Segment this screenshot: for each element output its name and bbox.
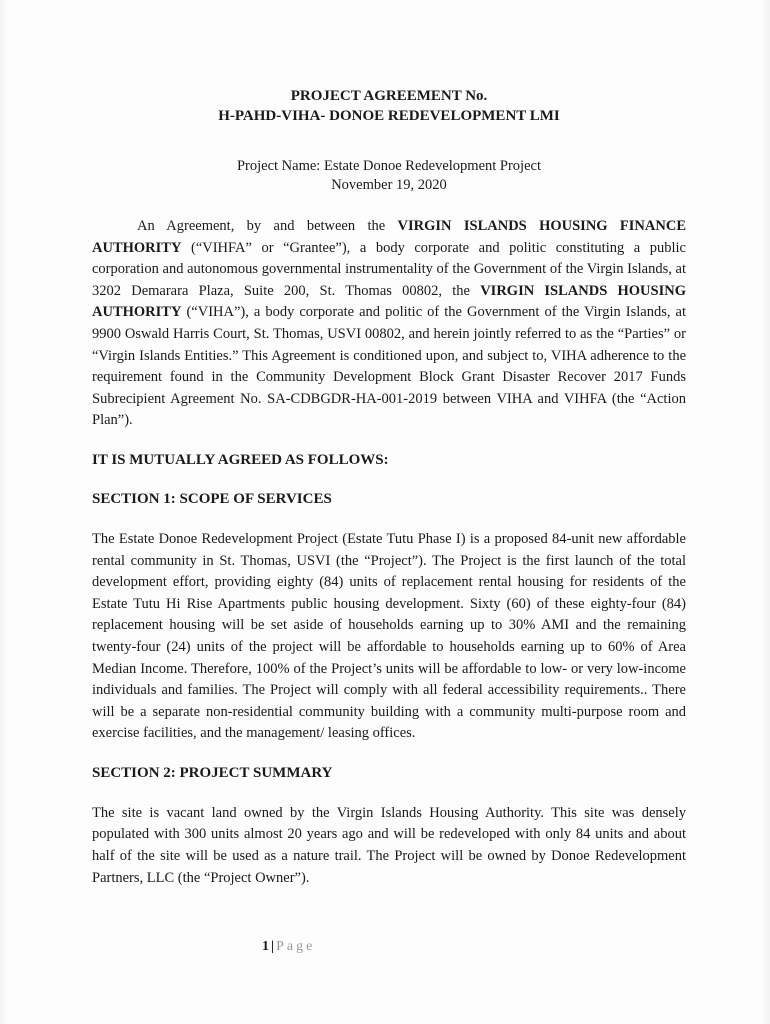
agreement-date: November 19, 2020 [331, 177, 447, 193]
intro-text-2: (“VIHFA” or “Grantee”), a body corporate and politic constituting a public corporation and autonomous governmental instrumentality of the Government of the Virgin Islands, at 3202 Demarara Plaza, Suite 200, St. Thomas 00802, the [92, 239, 686, 299]
section1-body: The Estate Donoe Redevelopment Project (Estate Tutu Phase I) is a proposed 84-unit new affordable rental community in St. Thomas, USVI (the “Project”). The Project is the first launch of the total development effort, providing eighty (84) units of replacement rental housing for residents of the Estate Tutu Hi Rise Apartments public housing development. Sixty (60) of these eighty-four (84) replacement housing will be set aside of households earning up to 30% AMI and the remaining twenty-four (24) units of the project will be affordable to households earning up to 60% of Area Median Income. Therefore, 100% of the Project’s units will be affordable to low- or very low-income individuals and families. The Project will comply with all federal accessibility requirements.. There will be a separate non-residential community building with a community multi-purpose room and exercise facilities, and the management/ leasing offices. [92, 530, 686, 742]
document-content [92, 86, 686, 889]
intro-text-3: (“VIHA”), a body corporate and politic of the Government of the Virgin Islands, at 9900 Oswald Harris Court, St. Thomas, USVI 00802, and herein jointly referred to as the “Parties” or “Virgin Islands Entities.” This Agreement is conditioned upon, and subject to, VIHA adherence to the requirement found in the Community Development Block Grant Disaster Recover 2017 Funds Subrecipient Agreement No. SA-CDBGDR-HA-001-2019 between VIHA and VIHFA (the “Action Plan”). [92, 304, 686, 429]
agreement-title-line2: H-PAHD-VIHA- DONOE REDEVELOPMENT LMI [218, 108, 560, 124]
intro-entity-viha: VIRGIN ISLANDS HOUSING AUTHORITY [92, 282, 686, 321]
project-name: Project Name: Estate Donoe Redevelopment Project [236, 158, 541, 174]
page-separator: | [271, 939, 275, 954]
page-label: Page [276, 939, 316, 954]
intro-entity-vihfa: VIRGIN ISLANDS HOUSING FINANCE AUTHORITY [92, 218, 686, 256]
intro-paragraph [92, 216, 686, 432]
page-number: 1 [262, 939, 269, 954]
section2-body: The site is vacant land owned by the Virgin Islands Housing Authority. This site was densely populated with 300 units almost 20 years ago and will be redeveloped with only 84 units and about half of the site will be used as a nature trail. The Project will be owned by Donoe Redevelopment Partners, LLC (the “Project Owner”). [92, 804, 686, 886]
section1-heading: SECTION 1: SCOPE OF SERVICES [92, 490, 332, 507]
agreement-title-line1: PROJECT AGREEMENT No. [290, 88, 488, 104]
scan-edge-left [0, 0, 8, 1024]
scan-edge-right [762, 0, 770, 1024]
project-meta [92, 157, 686, 195]
mutual-agreement-heading: IT IS MUTUALLY AGREED AS FOLLOWS: [92, 451, 389, 468]
page-number-footer [262, 938, 315, 956]
intro-text-1: An Agreement, by and between the [137, 218, 398, 234]
section2-heading: SECTION 2: PROJECT SUMMARY [92, 764, 333, 781]
